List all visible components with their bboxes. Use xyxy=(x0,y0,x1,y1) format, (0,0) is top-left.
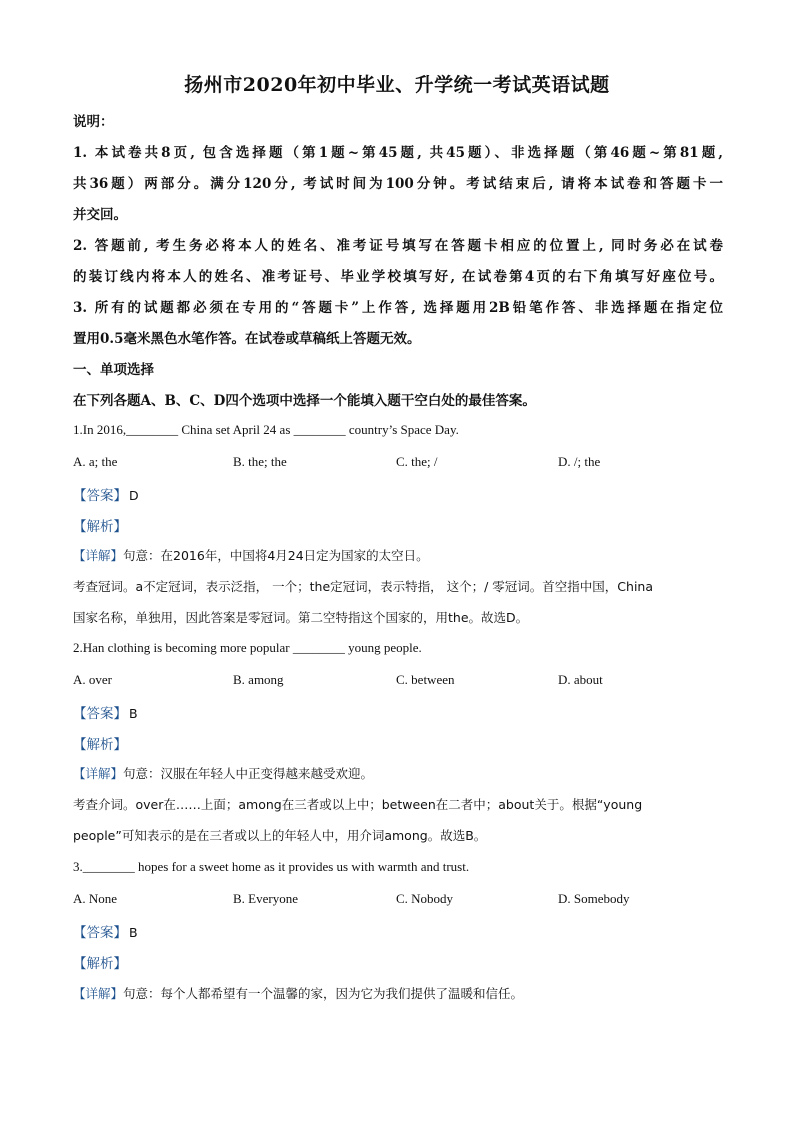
detail-text: 句意：汉服在年轻人中正变得越来越受欢迎。 xyxy=(123,766,374,781)
page-title: 扬州市2020年初中毕业、升学统一考试英语试题 xyxy=(184,74,610,96)
detail-label: 【详解】 xyxy=(73,986,124,1001)
option-d: D. /; the xyxy=(558,454,601,469)
question-stem: 3.________ hopes for a sweet home as it provides us with warmth and trust. xyxy=(73,859,470,874)
answer-value: B xyxy=(129,925,138,940)
option-a: A. over xyxy=(73,672,112,687)
analysis-label: 【解析】 xyxy=(73,519,127,535)
answer-row xyxy=(73,702,138,722)
option-d: D. about xyxy=(558,672,603,687)
option-a: A. a; the xyxy=(73,454,118,469)
question-stem: 1.In 2016,________ China set April 24 as ________ country’s Space Day. xyxy=(73,422,459,437)
detail-row xyxy=(73,546,429,564)
option-b: B. the; the xyxy=(233,454,287,469)
explanation-line: 考查介词。over在……上面；among在三者或以上中；between在二者中；about关于。根据“young xyxy=(73,797,643,812)
detail-label: 【详解】 xyxy=(73,766,124,781)
analysis-label: 【解析】 xyxy=(73,737,127,753)
instruction-line: 共36题）两部分。满分120分, 考试时间为100分钟。考试结束后, 请将本试卷和答题卡一 xyxy=(73,176,723,192)
option-a: A. None xyxy=(73,891,118,906)
question-stem: 2.Han clothing is becoming more popular ________ young people. xyxy=(73,640,422,655)
explanation-line: 国家名称，单独用，因此答案是零冠词。第二空特指这个国家的，用the。故选D。 xyxy=(73,610,529,625)
detail-label: 【详解】 xyxy=(73,548,124,563)
option-d: D. Somebody xyxy=(558,891,630,906)
explanation-line: people”可知表示的是在三者或以上的年轻人中，用介词among。故选B。 xyxy=(73,828,487,843)
answer-value: D xyxy=(129,488,139,503)
option-b: B. among xyxy=(233,672,284,687)
answer-label: 【答案】 xyxy=(73,488,127,504)
instruction-line: 3. 所有的试题都必须在专用的“答题卡”上作答, 选择题用2B铅笔作答、非选择题在指定位 xyxy=(73,300,723,316)
detail-text: 句意：每个人都希望有一个温馨的家，因为它为我们提供了温暖和信任。 xyxy=(123,986,524,1001)
answer-row xyxy=(73,484,139,504)
instruction-line: 置用0.5毫米黑色水笔作答。在试卷或草稿纸上答题无效。 xyxy=(73,331,421,347)
option-c: C. Nobody xyxy=(396,891,454,906)
option-b: B. Everyone xyxy=(233,891,298,906)
instruction-line: 并交回。 xyxy=(73,207,127,223)
instructions-heading: 说明： xyxy=(73,114,114,130)
detail-row xyxy=(73,764,373,782)
answer-row xyxy=(73,921,138,941)
detail-row xyxy=(73,984,523,1002)
instruction-line: 1. 本试卷共8页, 包含选择题（第1题~第45题, 共45题）、非选择题（第46题~第81题, xyxy=(73,145,723,161)
explanation-line: 考查冠词。a不定冠词，表示泛指， 一个；the定冠词，表示特指， 这个；/ 零冠词。首空指中国，China xyxy=(73,579,654,594)
option-c: C. between xyxy=(396,672,455,687)
option-c: C. the; / xyxy=(396,454,438,469)
answer-label: 【答案】 xyxy=(73,925,127,941)
section-directive: 在下列各题A、B、C、D四个选项中选择一个能填入题干空白处的最佳答案。 xyxy=(73,393,536,409)
answer-label: 【答案】 xyxy=(73,706,127,722)
section-heading: 一、单项选择 xyxy=(73,362,154,378)
instruction-line: 的装订线内将本人的姓名、准考证号、毕业学校填写好, 在试卷第4页的右下角填写好座位号。 xyxy=(73,269,723,285)
analysis-label: 【解析】 xyxy=(73,956,127,972)
detail-text: 句意：在2016年，中国将4月24日定为国家的太空日。 xyxy=(123,548,429,563)
answer-value: B xyxy=(129,706,138,721)
instruction-line: 2. 答题前, 考生务必将本人的姓名、准考证号填写在答题卡相应的位置上, 同时务必在试卷 xyxy=(73,238,723,254)
